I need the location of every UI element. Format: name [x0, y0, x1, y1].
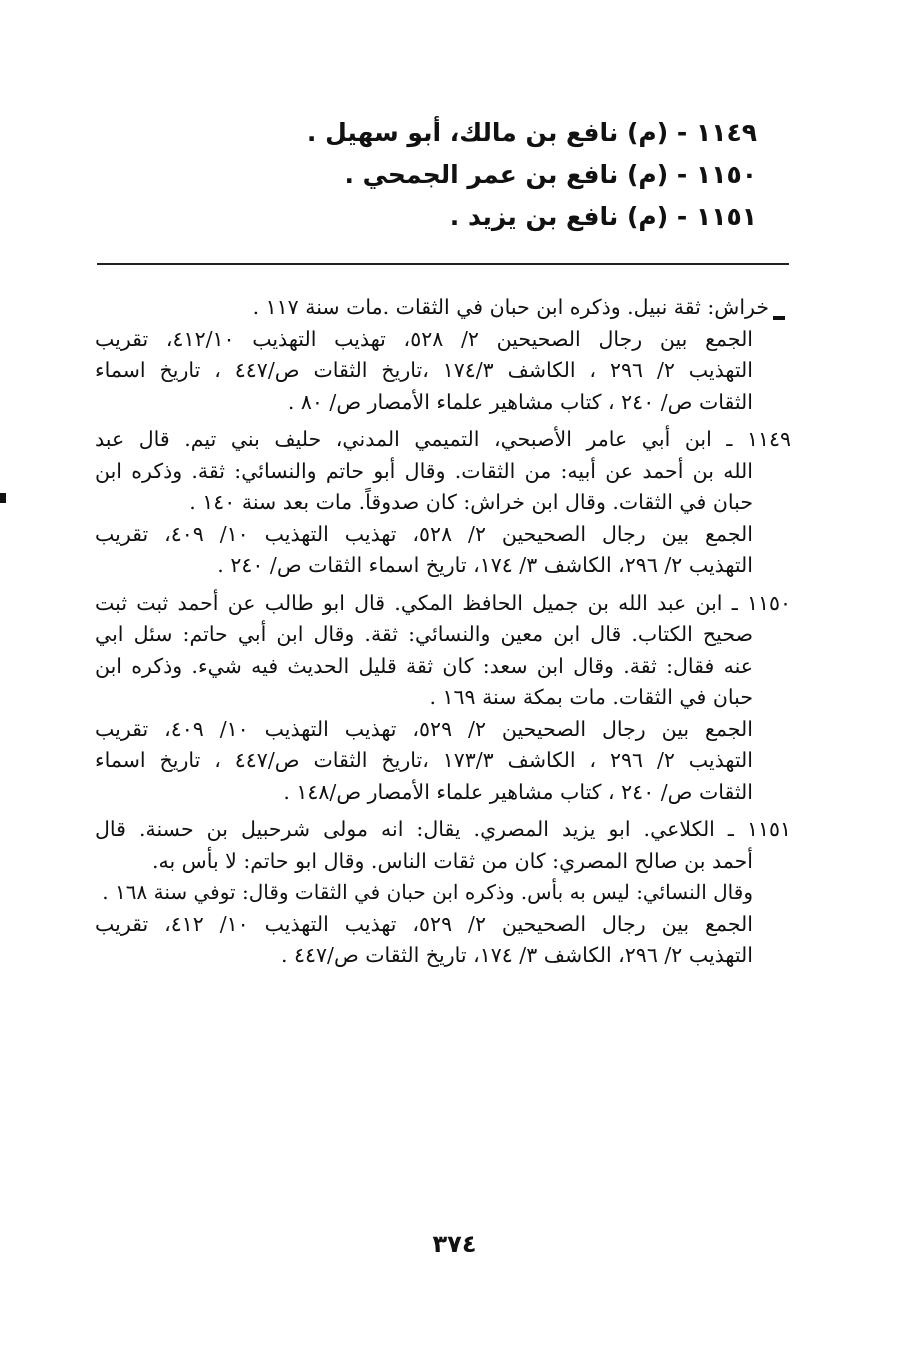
- footnote-line: التهذيب ٢/ ٢٩٦ ، الكاشف ١٧٣/٣ ،تاريخ الثقات ص/٤٤٧ ، تاريخ اسماء: [95, 748, 753, 772]
- footnote-line: صحيح الكتاب. قال ابن معين والنسائي: ثقة. وقال ابن أبي حاتم: سئل ابي: [95, 622, 753, 646]
- footnote-line: حبان في الثقات. مات بمكة سنة ١٦٩ .: [429, 685, 753, 709]
- footnote-line: أحمد بن صالح المصري: كان من ثقات الناس. وقال ابو حاتم: لا بأس به.: [151, 848, 753, 873]
- footnote-line: وقال النسائي: ليس به بأس. وذكره ابن حبان في الثقات وقال: توفي سنة ١٦٨ .: [102, 880, 753, 904]
- page-number: ٣٧٤: [432, 1230, 477, 1258]
- entry-header-1151: ١١٥١ - (م) نافع بن يزيد .: [449, 202, 757, 231]
- footnote-1149: [95, 424, 791, 582]
- footnote-line: عنه فقال: ثقة. وقال ابن سعد: كان ثقة قليل الحديث فيه شيء. وذكره ابن: [95, 653, 753, 678]
- footnote-line: الثقات ص/ ٢٤٠ ، كتاب مشاهير علماء الأمصار ص/ ٨٠ .: [287, 389, 753, 414]
- footnote-line: الجمع بين رجال الصحيحين ٢/ ٥٢٨، تهذيب التهذيب ١٠/ ٤٠٩، تقريب: [95, 521, 753, 546]
- footnotes-section: [95, 292, 791, 978]
- footnote-line: الثقات ص/ ٢٤٠ ، كتاب مشاهير علماء الأمصار ص/١٤٨ .: [283, 779, 753, 804]
- footnote-1150: [95, 588, 791, 809]
- footnote-line: ١١٥١ ـ الكلاعي. ابو يزيد المصري. يقال: انه مولى شرحبيل بن حسنة. قال: [95, 817, 791, 841]
- footnote-line: الجمع بين رجال الصحيحين ٢/ ٥٢٩، تهذيب التهذيب ١٠/ ٤٠٩، تقريب: [95, 716, 753, 741]
- margin-mark: [0, 493, 6, 503]
- footnote-line: التهذيب ٢/ ٢٩٦، الكاشف ٣/ ١٧٤، تاريخ اسماء الثقات ص/ ٢٤٠ .: [217, 553, 753, 577]
- footnote-line: خراش: ثقة نبيل. وذكره ابن حبان في الثقات .مات سنة ١١٧ .: [252, 295, 769, 319]
- footnote-separator-rule: [97, 263, 789, 265]
- footnote-line: ١١٤٩ ـ ابن أبي عامر الأصبحي، التميمي المدني، حليف بني تيم. قال عبد: [95, 427, 791, 451]
- entry-header-1150: ١١٥٠ - (م) نافع بن عمر الجمحي .: [344, 160, 757, 189]
- footnote-line: حبان في الثقات. وقال ابن خراش: كان صدوقاً. مات بعد سنة ١٤٠ .: [189, 490, 753, 514]
- footnote-line: ١١٥٠ ـ ابن عبد الله بن جميل الحافظ المكي. قال ابو طالب عن أحمد ثبت ثبت: [95, 590, 791, 615]
- footnote-continuation: [95, 292, 791, 418]
- footnote-line: الجمع بين رجال الصحيحين ٢/ ٥٢٩، تهذيب التهذيب ١٠/ ٤١٢، تقريب: [95, 911, 753, 936]
- entry-headers: [307, 112, 757, 238]
- footnote-line: الجمع بين رجال الصحيحين ٢/ ٥٢٨، تهذيب التهذيب ٤١٢/١٠، تقريب: [95, 326, 754, 351]
- footnote-1151: [95, 814, 791, 972]
- footnote-line: التهذيب ٢/ ٢٩٦ ، الكاشف ١٧٤/٣ ،تاريخ الثقات ص/٤٤٧ ، تاريخ اسماء: [95, 358, 753, 382]
- footnote-line: التهذيب ٢/ ٢٩٦، الكاشف ٣/ ١٧٤، تاريخ الثقات ص/٤٤٧ .: [280, 943, 753, 967]
- entry-header-1149: ١١٤٩ - (م) نافع بن مالك، أبو سهيل .: [306, 118, 757, 147]
- footnote-line: الله بن أحمد عن أبيه: من الثقات. وقال أبو حاتم والنسائي: ثقة. وذكره ابن: [95, 458, 753, 483]
